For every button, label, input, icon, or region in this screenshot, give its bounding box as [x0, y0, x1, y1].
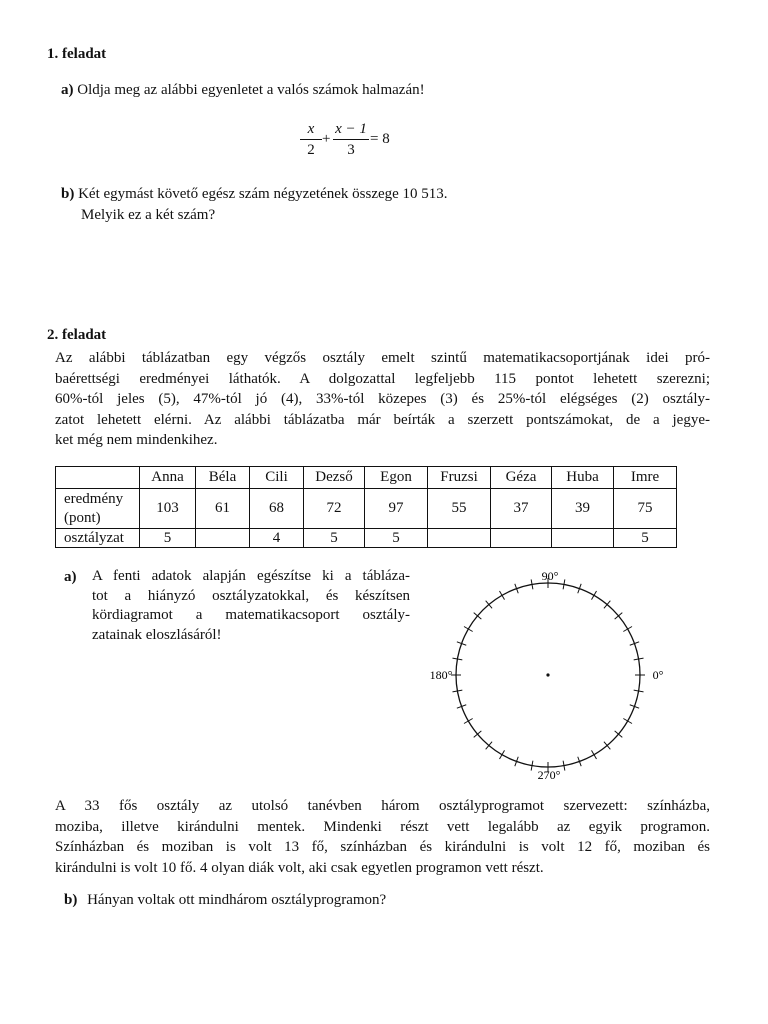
equation-plus: +	[322, 131, 331, 147]
tick-mark	[464, 627, 473, 632]
grade-cell[interactable]: 4	[250, 529, 304, 548]
intro-line: zatot lehetett elérni. Az alábbi táblázatba már beírták a szerzett pontszámokat, de a jegye-	[55, 411, 710, 428]
grade-cell[interactable]	[428, 529, 491, 548]
name-cell: Géza	[491, 467, 552, 489]
name-cell: Fruzsi	[428, 467, 491, 489]
tick-mark	[592, 750, 597, 759]
grade-cell[interactable]: 5	[365, 529, 428, 548]
grade-cell[interactable]: 5	[614, 529, 677, 548]
score-cell: 68	[250, 489, 304, 529]
score-cell: 39	[552, 489, 614, 529]
grade-cell[interactable]: 5	[304, 529, 365, 548]
task1-a-text: Oldja meg az alábbi egyenletet a valós számok halmazán!	[77, 82, 425, 98]
name-cell: Anna	[140, 467, 196, 489]
task1-title: 1. feladat	[47, 46, 107, 62]
table-header-row	[56, 467, 677, 489]
a-line: kördiagramot a matematikacsoport osztály-	[92, 607, 410, 623]
task2-a-text	[92, 567, 410, 645]
para2-line: moziba, illetve kirándulni mentek. Mindenki részt vett legalább az egyik programon.	[55, 818, 710, 835]
name-cell: Béla	[196, 467, 250, 489]
equation-fraction-1	[300, 120, 322, 159]
tick-mark	[592, 591, 597, 600]
name-cell: Dezső	[304, 467, 365, 489]
tick-mark	[623, 627, 632, 632]
para2-line: Színházban és moziban is volt 13 fő, színházban és kirándulni is volt 12 fő, moziban és	[55, 839, 710, 855]
task2-b-text: Hányan voltak ott mindhárom osztályprogramon?	[87, 892, 387, 908]
task1-part-a	[61, 80, 425, 100]
fraction-2-denominator: 3	[347, 142, 355, 158]
name-cell: Imre	[614, 467, 677, 489]
name-cell: Egon	[365, 467, 428, 489]
fraction-2-numerator: x − 1	[335, 121, 367, 137]
task2-part-b	[64, 890, 386, 910]
task1-b-line1: Két egymást követő egész szám négyzetének összege 10 513.	[78, 186, 448, 202]
para2-line: kirándulni is volt 10 fő. 4 olyan diák volt, aki csak egyetlen programon vett részt.	[55, 859, 544, 876]
intro-line: 60%-tól jeles (5), 47%-tól jó (4), 33%-tól közepes (3) és 25%-tól elégséges (2) osztály-	[55, 391, 710, 407]
tick-mark	[500, 750, 505, 759]
grade-cell[interactable]: 5	[140, 529, 196, 548]
equation-rhs: = 8	[370, 131, 390, 147]
task1-b-label: b)	[61, 186, 75, 202]
fraction-1-numerator: x	[307, 121, 315, 137]
grades-table	[55, 466, 677, 548]
a-line: zatainak eloszlásáról!	[92, 626, 222, 643]
intro-line: Az alábbi táblázatban egy végzős osztály emelt szintű matematikacsoportjának idei pró-	[55, 350, 710, 366]
task1-b-line2: Melyik ez a két szám?	[81, 207, 216, 223]
score-cell: 75	[614, 489, 677, 529]
score-cell: 55	[428, 489, 491, 529]
tick-mark	[623, 719, 632, 724]
score-cell: 103	[140, 489, 196, 529]
score-cell: 72	[304, 489, 365, 529]
pie-chart-circle[interactable]	[420, 560, 680, 790]
table-grade-row	[56, 529, 677, 548]
score-row-label: eredmény (pont)	[56, 489, 140, 529]
score-cell: 37	[491, 489, 552, 529]
task2-title: 2. feladat	[47, 327, 107, 343]
task2-b-label: b)	[64, 892, 78, 908]
label-180-deg: 180°	[429, 668, 453, 682]
score-cell: 61	[196, 489, 250, 529]
label-90-deg: 90°	[541, 569, 559, 583]
score-cell: 97	[365, 489, 428, 529]
task2-a-label: a)	[64, 569, 77, 585]
task2-paragraph-2	[55, 796, 710, 878]
task1-a-label: a)	[61, 82, 74, 98]
intro-line: baérettségi eredményei láthatók. A dolgozattal legfeljebb 115 pontot lehetett szerezni;	[55, 370, 710, 387]
para2-line: A 33 fős osztály az utolsó tanévben három osztályprogramot szervezett: színházba,	[55, 798, 710, 814]
a-line: A fenti adatok alapján egészítse ki a tábláza-	[92, 568, 410, 584]
name-cell: Huba	[552, 467, 614, 489]
tick-mark	[464, 719, 473, 724]
label-270-deg: 270°	[537, 768, 561, 782]
circle-center-dot	[546, 673, 549, 676]
task1-part-b	[61, 184, 448, 204]
intro-line: ket még nem mindenkihez.	[55, 432, 218, 448]
a-line: tot a hiányzó osztályzatokkal, és készítsen	[92, 587, 410, 604]
grade-cell[interactable]	[552, 529, 614, 548]
table-score-row	[56, 489, 677, 529]
grade-cell[interactable]	[491, 529, 552, 548]
label-0-deg: 0°	[652, 668, 664, 682]
name-cell: Cili	[250, 467, 304, 489]
grade-cell[interactable]	[196, 529, 250, 548]
grade-row-label: osztályzat	[56, 529, 140, 548]
fraction-1-denominator: 2	[307, 142, 315, 158]
task2-intro	[55, 348, 710, 451]
tick-mark	[500, 591, 505, 600]
equation-fraction-2	[333, 120, 369, 159]
table-corner-cell	[56, 467, 140, 489]
